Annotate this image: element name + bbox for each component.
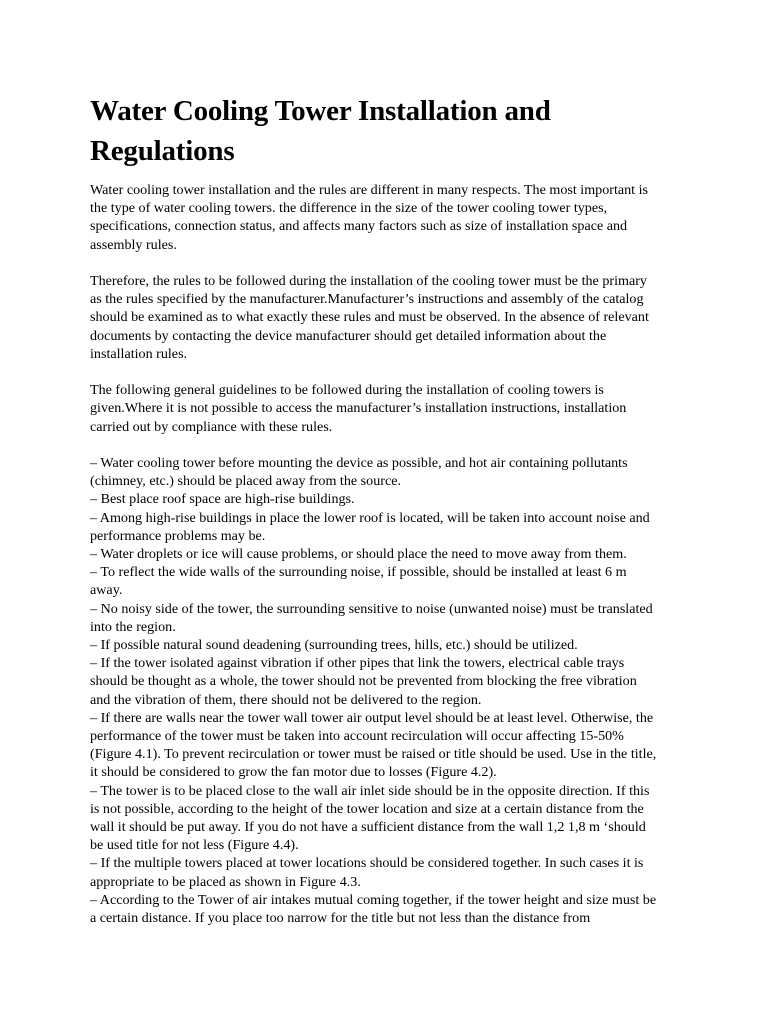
guideline-item: – To reflect the wide walls of the surrounding noise, if possible, should be installed at least 6 m away. [90,564,627,599]
guideline-item: – If there are walls near the tower wall tower air output level should be at least level. Otherwise, the performance of the tower must be taken into account recirculation will occur affecting 15-50% (Figure 4.1). To prevent recirculation or tower must be raised or title should be used. Use in the title, it should be considered to grow the fan motor due to losses (Figure 4.2). [90,709,657,781]
intro-paragraph: Water cooling tower installation and the rules are different in many respects. The most important is the type of water cooling towers. the difference in the size of the tower cooling tower types, specifications, connection status, and affects many factors such as size of installation space and assembly rules. [90,182,649,253]
guideline-item: – Water cooling tower before mounting the device as possible, and hot air containing pollutants (chimney, etc.) should be placed away from the source. [90,455,628,490]
guideline-item: – Water droplets or ice will cause problems, or should place the need to move away from them. [90,546,627,563]
guideline-item: – According to the Tower of air intakes mutual coming together, if the tower height and size must be a certain distance. If you place too narrow for the title but not less than the distance from [90,891,657,927]
manufacturer-rules-paragraph: Therefore, the rules to be followed during the installation of the cooling tower must be the primary as the rules specified by the manufacturer.Manufacturer’s instructions and assembly of the catalog should be examined as to what exactly these rules and must be observed. In the absence of relevant documents by contacting the device manufacturer should get detailed information about the installation rules. [90,273,649,362]
document-title: Water Cooling Tower Installation and Regulations [90,95,551,167]
guideline-item: – Among high-rise buildings in place the lower roof is located, will be taken into account noise and performance problems may be. [90,509,650,544]
guideline-item: – No noisy side of the tower, the surrounding sensitive to noise (unwanted noise) must be translated into the region. [90,600,653,635]
guideline-item: – The tower is to be placed close to the wall air inlet side should be in the opposite direction. If this is not possible, according to the height of the tower location and size at a certain distance from the wall it should be put away. If you do not have a sufficient distance from the wall 1,2 1,8 m ‘should be used title for not less (Figure 4.4). [90,782,650,854]
guideline-item: – If possible natural sound deadening (surrounding trees, hills, etc.) should be utilized. [90,637,578,654]
document-body [90,181,660,927]
general-guidelines-paragraph: The following general guidelines to be followed during the installation of cooling towers is given.Where it is not possible to access the manufacturer’s installation instructions, installation carried out by compliance with these rules. [90,382,627,435]
guideline-item: – If the tower isolated against vibration if other pipes that link the towers, electrical cable trays should be thought as a whole, the tower should not be prevented from blocking the free vibration and the vibration of them, there should not be delivered to the region. [90,655,637,708]
guideline-item: – If the multiple towers placed at tower locations should be considered together. In such cases it is appropriate to be placed as shown in Figure 4.3. [90,855,644,890]
guideline-item: – Best place roof space are high-rise buildings. [90,491,355,508]
